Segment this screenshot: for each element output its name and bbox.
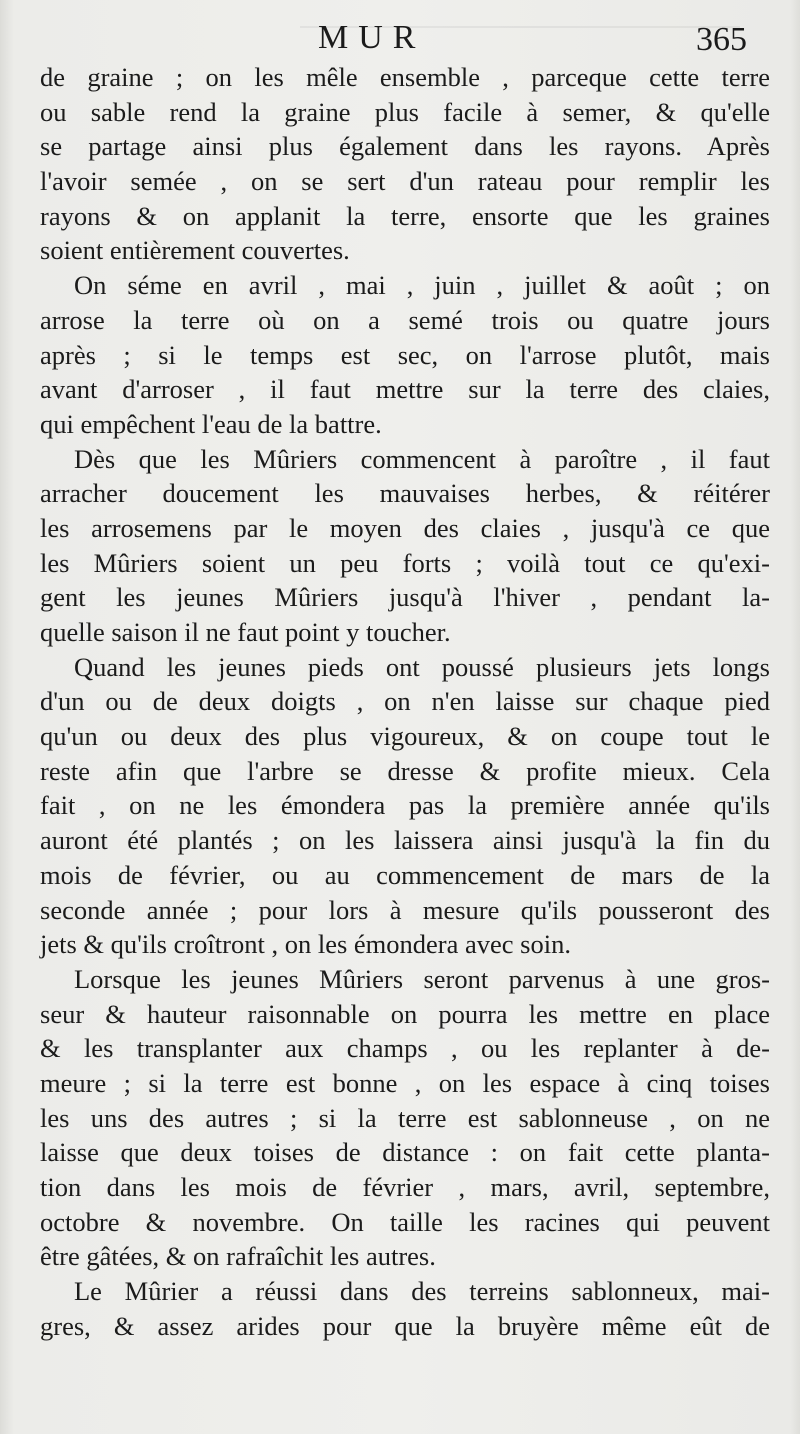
text-line: l'avoir semée , on se sert d'un rateau pour remplir les [40,166,770,197]
text-line: soient entièrement couvertes. [40,235,350,266]
text-line: octobre & novembre. On taille les racines qui peuvent [40,1206,770,1237]
page-number: 365 [696,21,747,58]
text-line: avant d'arroser , il faut mettre sur la terre des claies, [40,374,770,405]
text-line: rayons & on applanit la terre, ensorte que les graines [40,200,770,231]
text-line: laisse que deux toises de distance : on fait cette planta- [40,1137,770,1168]
text-line: seur & hauteur raisonnable on pourra les mettre en place [40,998,770,1029]
text-line: Lorsque les jeunes Mûriers seront parvenus à une gros- [74,963,770,994]
text-line: les uns des autres ; si la terre est sablonneuse , on ne [40,1102,770,1133]
text-line: de graine ; on les mêle ensemble , parceque cette terre [40,62,770,92]
text-line: tion dans les mois de février , mars, avril, septembre, [40,1172,770,1202]
text-line: Le Mûrier a réussi dans des terreins sablonneux, mai- [74,1276,770,1307]
running-head-title: MUR [318,19,426,56]
text-line: Dès que les Mûriers commencent à paroître , il faut [74,443,770,474]
running-head [0,14,800,58]
text-line: qui empêchent l'eau de la battre. [40,408,382,439]
text-line: être gâtées, & on rafraîchit les autres. [40,1241,436,1272]
text-line: d'un ou de deux doigts , on n'en laisse sur chaque pied [40,686,770,717]
text-line: quelle saison il ne faut point y toucher. [40,617,451,647]
text-line: seconde année ; pour lors à mesure qu'ils pousseront des [40,894,770,925]
text-line: après ; si le temps est sec, on l'arrose plutôt, mais [40,339,770,370]
text-line: qu'un ou deux des plus vigoureux, & on coupe tout le [40,721,770,752]
text-line: Quand les jeunes pieds ont poussé plusieurs jets longs [74,651,770,682]
text-line: & les transplanter aux champs , ou les replanter à de- [40,1033,770,1064]
text-line: arrose la terre où on a semé trois ou quatre jours [40,304,770,335]
text-line: ou sable rend la graine plus facile à semer, & qu'elle [40,96,770,127]
text-line: se partage ainsi plus également dans les rayons. Après [40,131,770,162]
text-line: mois de février, ou au commencement de mars de la [40,859,770,890]
text-line: On séme en avril , mai , juin , juillet & août ; on [74,270,770,301]
text-line: les Mûriers soient un peu forts ; voilà tout ce qu'exi- [40,547,770,578]
text-line: gent les jeunes Mûriers jusqu'à l'hiver , pendant la- [40,582,770,613]
text-line: fait , on ne les émondera pas la première année qu'ils [40,790,770,821]
text-line: gres, & assez arides pour que la bruyère même eût de [40,1310,770,1341]
text-line: auront été plantés ; on les laissera ainsi jusqu'à la fin du [40,825,770,856]
text-line: arracher doucement les mauvaises herbes, & réitérer [40,478,770,509]
text-line: reste afin que l'arbre se dresse & profite mieux. Cela [40,755,770,786]
text-line: meure ; si la terre est bonne , on les espace à cinq toises [40,1067,770,1098]
body-text [40,60,770,1343]
text-line: jets & qu'ils croîtront , on les émondera avec soin. [40,929,571,960]
text-line: les arrosemens par le moyen des claies , jusqu'à ce que [40,512,770,543]
